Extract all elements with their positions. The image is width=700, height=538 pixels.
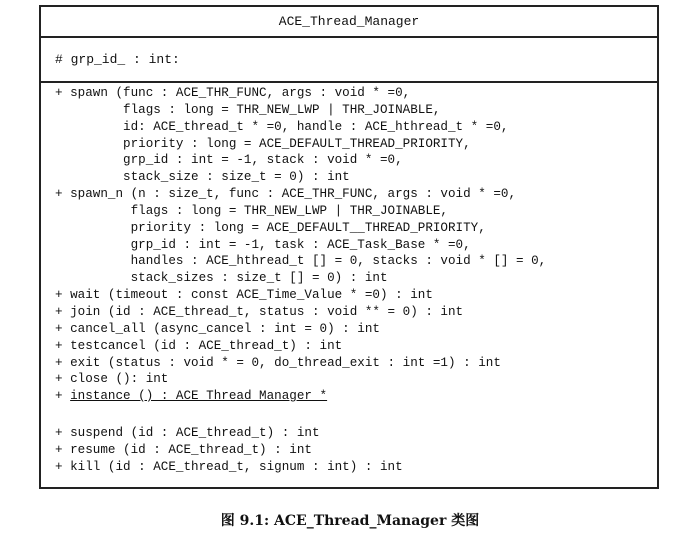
- operation-line: + wait (timeout : const ACE_Time_Value * =0) : int: [55, 288, 433, 303]
- instance-prefix: +: [55, 389, 71, 404]
- operation-line: priority : long = ACE_DEFAULT_THREAD_PRIORITY,: [55, 136, 471, 151]
- operation-line: + close (): int: [55, 372, 169, 387]
- operation-line: stack_size : size_t = 0) : int: [55, 170, 350, 185]
- operation-line: + exit (status : void * = 0, do_thread_exit : int =1) : int: [55, 355, 501, 370]
- figure-caption: 图 9.1: ACE_Thread_Manager 类图: [220, 513, 480, 529]
- operation-line: grp_id : int = -1, stack : void * =0,: [55, 153, 403, 168]
- class-name: ACE_Thread_Manager: [41, 7, 657, 38]
- operation-line: + resume (id : ACE_thread_t) : int: [55, 442, 312, 457]
- operation-line: + join (id : ACE_thread_t, status : void ** = 0) : int: [55, 304, 464, 319]
- operation-line: flags : long = THR_NEW_LWP | THR_JOINABLE,: [55, 102, 441, 117]
- operation-line: grp_id : int = -1, task : ACE_Task_Base * =0,: [55, 237, 471, 252]
- operation-line: + testcancel (id : ACE_thread_t) : int: [55, 338, 343, 353]
- operation-line: + spawn_n (n : size_t, func : ACE_THR_FUNC, args : void * =0,: [55, 187, 517, 202]
- operation-line: + kill (id : ACE_thread_t, signum : int) : int: [55, 459, 403, 474]
- instance-static-op: instance () : ACE Thread Manager *: [70, 389, 328, 404]
- operation-instance: [41, 388, 657, 405]
- operation-line: handles : ACE_hthread_t [] = 0, stacks : void * [] = 0,: [55, 254, 547, 269]
- uml-class-box: [39, 5, 659, 489]
- operation-line: priority : long = ACE_DEFAULT__THREAD_PRIORITY,: [55, 220, 486, 235]
- attributes-section: [41, 38, 657, 83]
- operation-line: flags : long = THR_NEW_LWP | THR_JOINABLE,: [55, 203, 448, 218]
- operation-line: + cancel_all (async_cancel : int = 0) : int: [55, 321, 380, 336]
- operation-line: stack_sizes : size_t [] = 0) : int: [55, 271, 388, 286]
- operation-line: id: ACE_thread_t * =0, handle : ACE_hthread_t * =0,: [55, 119, 509, 134]
- operation-line: + spawn (func : ACE_THR_FUNC, args : void * =0,: [55, 86, 411, 100]
- attribute-grp-id: # grp_id_ : int:: [55, 52, 180, 67]
- operations-section: [41, 83, 657, 476]
- operation-line: + suspend (id : ACE_thread_t) : int: [55, 426, 320, 441]
